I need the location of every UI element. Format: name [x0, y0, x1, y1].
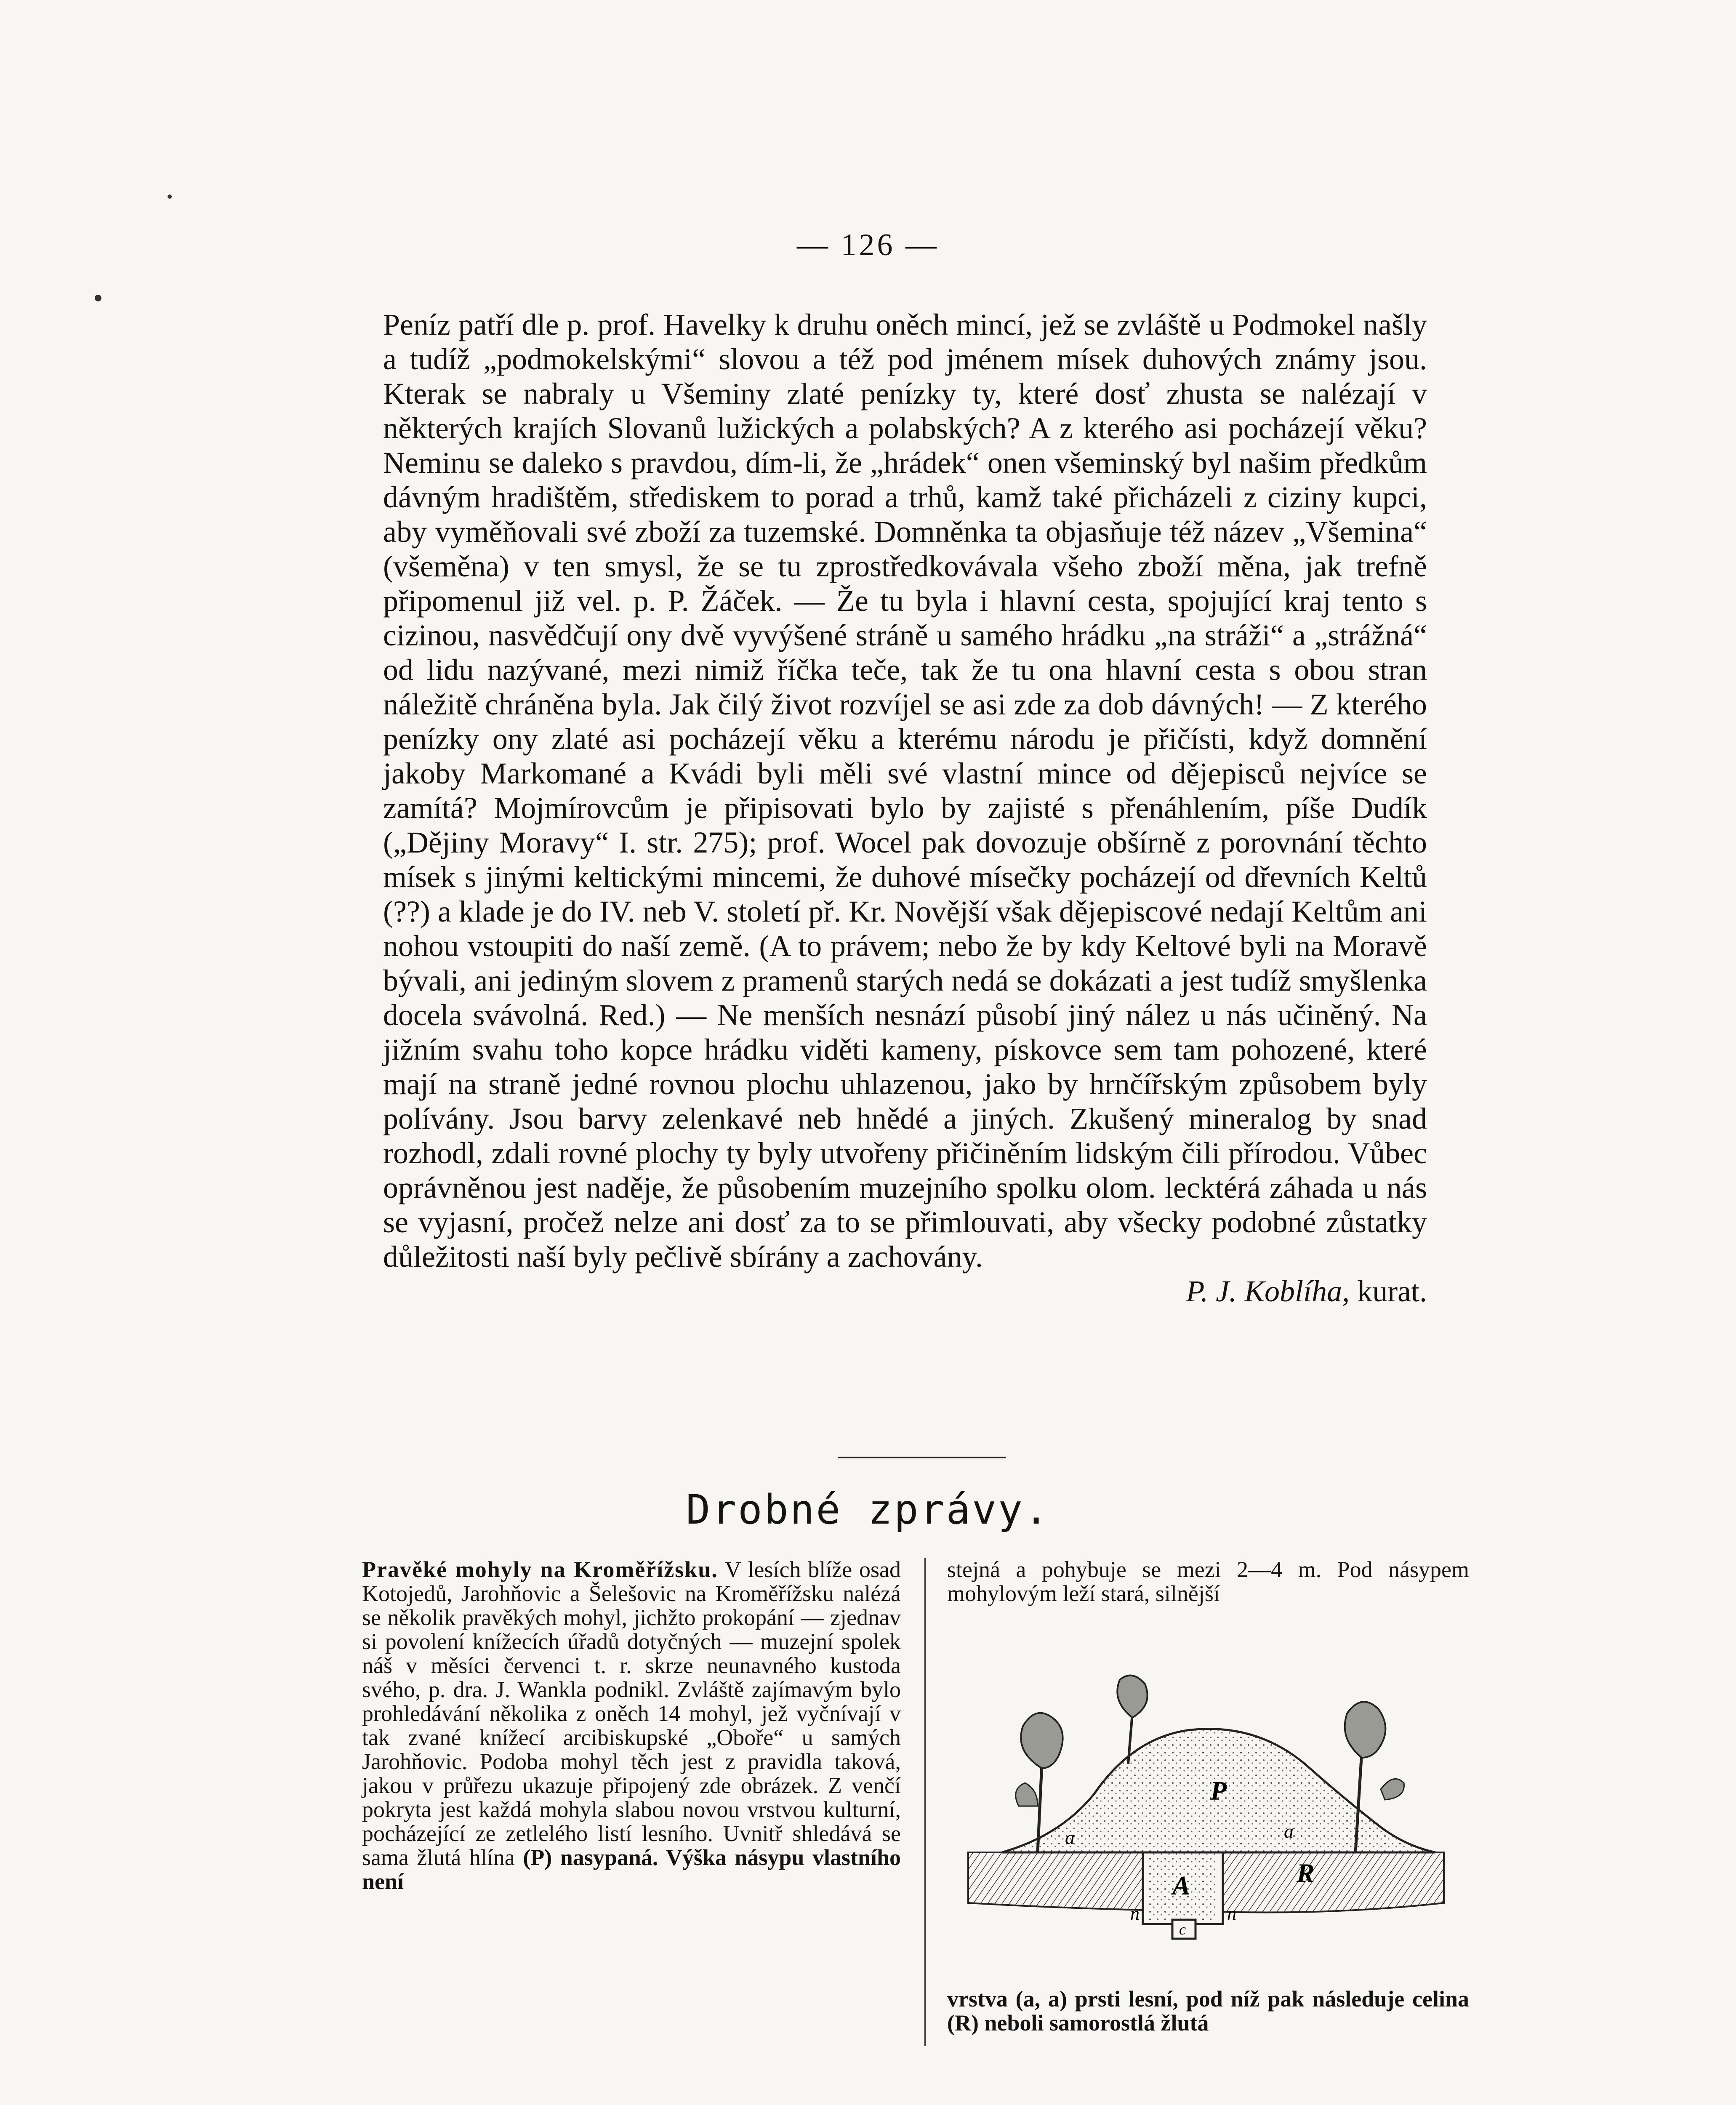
- print-speck: [168, 195, 172, 199]
- label-soil-R: R: [1297, 1858, 1315, 1888]
- section-title: Drobné zprávy.: [686, 1486, 1050, 1533]
- mound-cross-section-svg: [951, 1667, 1461, 1970]
- right-column-bottom-text: vrstva (a, a) prsti lesní, pod níž pak následuje celina (R) neboli samorostlá žlutá: [947, 1986, 1469, 2036]
- column-rule: [924, 1558, 926, 2046]
- mound-cross-section-figure: [951, 1667, 1461, 1970]
- label-layer-a-right: a: [1284, 1820, 1294, 1842]
- right-column: [947, 1557, 1469, 2036]
- news-body: V lesích blíže osad Kotojedů, Jarohňovic a Šelešovic na Kroměřížsku nalézá se několik pravěkých mohyl, jichžto prokopání — zjednav si povolení knížecích úřadů dotyčných — muzejní spolek náš v měsíci červenci t. r. skrze neunavného kustoda svého, p. dra. J. Wankla podnikl. Zvláště zajímavým bylo prohledávání několika z oněch 14 mohyl, jež vyčnívají v tak zvané knížecí arcibiskupské „Oboře“ u samých Jarohňovic. Podoba mohyl těch jest z pravidla taková, jakou v průřezu ukazuje připojený zde obrázek. Z venčí pokryta jest každá mohyla slabou novou vrstvou kulturní, pocházející ze zetlelého listí lesního. Uvnitř shledává se sama žlutá hlína: [362, 1557, 901, 1870]
- label-chamber-A: A: [1172, 1871, 1190, 1900]
- article-body: [383, 307, 1427, 1308]
- left-column: [362, 1558, 901, 1894]
- label-mound-P: P: [1210, 1776, 1227, 1806]
- right-column-top-text: stejná a pohybuje se mezi 2—4 m. Pod násypem mohylovým leží stará, silnější: [947, 1557, 1469, 1606]
- signature-author: P. J. Koblíha,: [1186, 1274, 1350, 1308]
- page-number: — 126 —: [797, 228, 939, 262]
- label-layer-a-left: a: [1065, 1827, 1075, 1848]
- signature-role: kurat.: [1357, 1274, 1427, 1308]
- label-urn-c: c: [1179, 1921, 1186, 1938]
- signature: [383, 1274, 1427, 1308]
- label-floor-n-left: n: [1130, 1903, 1140, 1924]
- section-divider: [838, 1457, 1006, 1458]
- label-floor-n-right: n: [1227, 1903, 1236, 1924]
- print-speck: [95, 295, 101, 301]
- news-heading: Pravěké mohyly na Kroměřížsku.: [362, 1557, 718, 1582]
- article-text: Peníz patří dle p. prof. Havelky k druhu oněch mincí, jež se zvláště u Podmokel našly a tudíž „podmokelskými“ slovou a též pod jménem mísek duhových známy jsou. Kterak se nabraly u Všeminy zlaté penízky ty, které dosť zhusta se nalézají v některých krajích Slovanů lužických a polabských? A z kterého asi pocházejí věku? Neminu se daleko s pravdou, dím-li, že „hrádek“ onen všeminský byl našim předkům dávným hradištěm, střediskem to porad a trhů, kamž také přicházeli z ciziny kupci, aby vyměňovali své zboží za tuzemské. Domněnka ta objasňuje též název „Všemina“ (všeměna) v ten smysl, že se tu zprostředkovávala všeho zboží měna, jak trefně připomenul již vel. p. P. Žáček. — Že tu byla i hlavní cesta, spojující kraj tento s cizinou, nasvědčují ony dvě vyvýšené stráně u samého hrádku „na stráži“ a „strážná“ od lidu nazývané, mezi nimiž říčka teče, tak že tu ona hlavní cesta s obou stran náležitě chráněna byla. Jak čilý život rozvíjel se asi zde za dob dávných! — Z kterého penízky ony zlaté asi pocházejí věku a kterému národu je přičísti, když domnění jakoby Markomané a Kvádi byli měli své vlastní mince od dějepisců nejvíce se zamítá? Mojmírovcům je připisovati bylo by zajisté s přenáhlením, píše Dudík („Dějiny Moravy“ I. str. 275); prof. Wocel pak dovozuje obšírně z porovnání těchto mísek s jinými keltickými mincemi, že duhové mísečky pocházejí od dřevních Keltů (??) a klade je do IV. neb V. století př. Kr. Novější však dějepiscové nedají Keltům ani nohou vstoupiti do naší země. (A to právem; nebo že by kdy Keltové byli na Moravě bývali, ani jediným slovem z pramenů starých nedá se dokázati a jest tudíž smyšlenka docela svávolná. Red.) — Ne menších nesnází působí jiný nález u nás učiněný. Na jižním svahu toho kopce hrádku viděti kameny, pískovce sem tam pohozené, které mají na straně jedné rovnou plochu uhlazenou, jako by hrnčířským způsobem byly polívány. Jsou barvy zelenkavé neb hnědé a jiných. Zkušený mineralog by snad rozhodl, zdali rovné plochy ty byly utvořeny přičiněním lidským čili přírodou. Vůbec oprávněnou jest naděje, že působením muzejního spolku olom. lecktérá záhada u nás se vyjasní, pročež nelze ani dosť za to se přimlouvati, aby všecky podobné zůstatky důležitosti naší byly pečlivě sbírány a zachovány.: [383, 308, 1427, 1274]
- news-tail: (P) nasypaná. Výška násypu vlastního není: [362, 1845, 901, 1894]
